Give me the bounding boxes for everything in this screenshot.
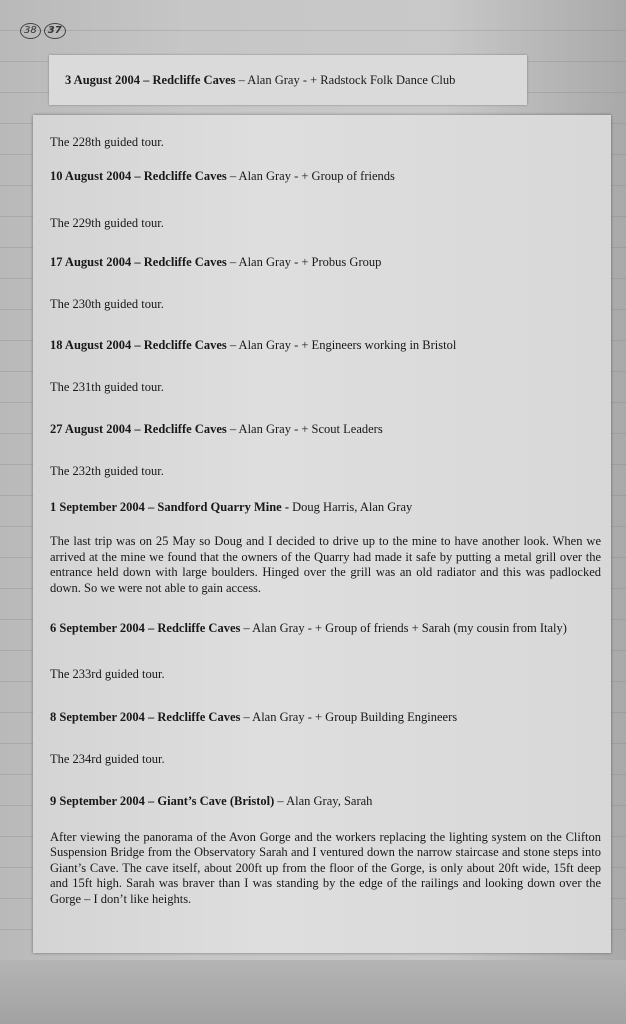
entry-paragraph: After viewing the panorama of the Avon Gorge and the workers replacing the lighting system on the Clifton Suspension Bridge from the Observatory Sarah and I ventured down the narrow staircase and stone steps into Giant’s Cave. The cave itself, about 200ft up from the floor of the Gorge, is only about 20ft wide, 15ft deep and 15ft high. Sarah was braver than I was standing by the edge of the railings and looking down over the Gorge – I don’t like heights. [50,829,601,906]
entry-note: The 234rd guided tour. [50,751,165,766]
pasted-sheet [33,115,611,953]
entry-attendees: – Alan Gray - + Radstock Folk Dance Club [235,73,456,87]
entry-note: The 232th guided tour. [50,464,164,478]
strip-heading: 3 August 2004 – Redcliffe Caves – Alan Gray - + Radstock Folk Dance Club [65,73,456,87]
entry-note: The 230th guided tour. [50,297,164,311]
entry-note: The 228th guided tour. [50,135,164,149]
page-mark-2: 37 [44,23,66,39]
entry-paragraph: The last trip was on 25 May so Doug and I decided to drive up to the mine to have another look. When we arrived at the mine we found that the owners of the Quarry had made it safe by putting a metal grill over the entrance held down with large boulders. Hinged over the grill was an old radiator and this was padlocked down. So we were not able to gain access. [50,534,601,595]
entry-heading: 18 August 2004 – Redcliffe Caves – Alan Gray - + Engineers working in Bristol [50,338,457,352]
page-number-marks [20,20,66,42]
entry-place: Redcliffe Caves [152,73,236,87]
entry-note: The 231th guided tour. [50,380,164,394]
entry-heading: 27 August 2004 – Redcliffe Caves – Alan Gray - + Scout Leaders [50,422,383,436]
entry-heading: 17 August 2004 – Redcliffe Caves – Alan Gray - + Probus Group [50,255,382,269]
entry-heading: 1 September 2004 – Sandford Quarry Mine - Doug Harris, Alan Gray [50,500,413,514]
entry-note: The 233rd guided tour. [50,666,165,681]
pasted-strip [49,55,527,105]
entry-heading: 8 September 2004 – Redcliffe Caves – Alan Gray - + Group Building Engineers [50,709,458,724]
entry-heading: 10 August 2004 – Redcliffe Caves – Alan Gray - + Group of friends [50,169,395,183]
page-mark-1: 38 [20,23,41,39]
entry-heading: 9 September 2004 – Giant’s Cave (Bristol) – Alan Gray, Sarah [50,793,373,808]
notebook-bottom-lines [0,960,626,1024]
entry-date: 3 August 2004 [65,73,141,87]
entry-heading: 6 September 2004 – Redcliffe Caves – Alan Gray - + Group of friends + Sarah (my cousin from Italy) [50,621,567,635]
entry-note: The 229th guided tour. [50,216,164,230]
